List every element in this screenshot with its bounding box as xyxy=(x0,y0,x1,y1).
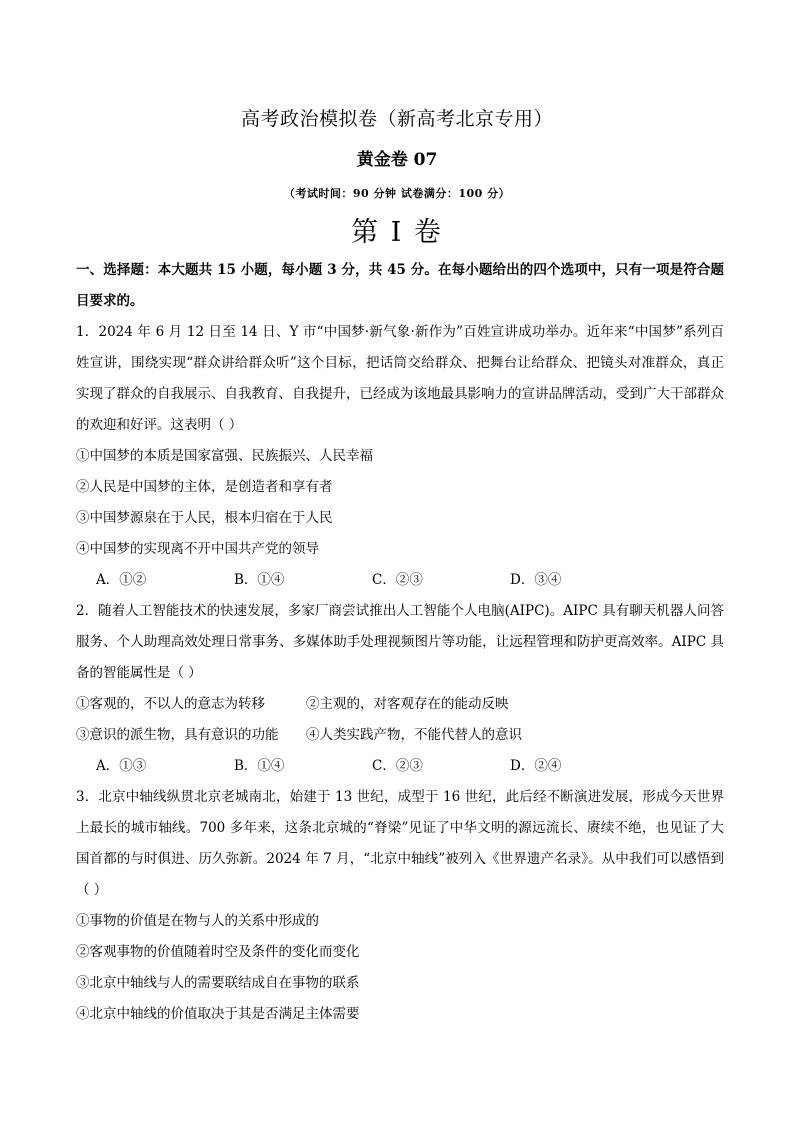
question-3-item-4: ④北京中轴线的价值取决于其是否满足主体需要 xyxy=(76,1006,360,1022)
question-1-item-4: ④中国梦的实现离不开中国共产党的领导 xyxy=(76,541,319,557)
question-1-stem: 1．2024 年 6 月 12 日至 14 日、Y 市“中国梦·新气象·新作为”百姓宣讲成功举办。近年来“中国梦”系列百姓宣讲，围绕实现“群众讲给群众听”这个目标，把话筒交给群众、把舞台让给群众、把镜头对准群众，真正实现了群众的自我展示、自我教育、自我提升，已经成为该地最具影响力的宣讲品牌活动，受到广大干部群众的欢迎和好评。这表明（ ） xyxy=(76,324,724,433)
question-2-options xyxy=(76,751,724,782)
question-3-stem: 3．北京中轴线纵贯北京老城南北，始建于 13 世纪，成型于 16 世纪，此后经不断演进发展，形成今天世界上最长的城市轴线。700 多年来，这条北京城的“脊梁”见证了中华文明的源远流长、赓续不绝，也见证了大国首都的与时俱进、历久弥新。2024 年 7 月，“北京中轴线”被列入《世界遗产名录》。从中我们可以感悟到（ ） xyxy=(76,789,724,898)
question-1-option-b[interactable]: B．①④ xyxy=(234,572,285,588)
question-2-items-row-1 xyxy=(76,689,724,720)
question-1-option-a[interactable]: A．①② xyxy=(96,572,147,588)
question-1-option-c[interactable]: C．②③ xyxy=(372,572,423,588)
question-1-item-1: ①中国梦的本质是国家富强、民族振兴、人民幸福 xyxy=(76,448,373,464)
question-2-option-d[interactable]: D．②④ xyxy=(510,758,562,774)
question-1-item-3: ③中国梦源泉在于人民，根本归宿在于人民 xyxy=(76,510,333,526)
volume-heading: 第 I 卷 xyxy=(351,217,443,248)
question-3-item-2: ②客观事物的价值随着时空及条件的变化而变化 xyxy=(76,944,360,960)
question-1-option-d[interactable]: D．③④ xyxy=(510,572,562,588)
question-2-option-a[interactable]: A．①③ xyxy=(96,758,147,774)
exam-title: 高考政治模拟卷（新高考北京专用） xyxy=(240,108,553,130)
question-2-item-4: ④人类实践产物，不能代替人的意识 xyxy=(306,727,522,743)
question-2-item-1: ①客观的，不以人的意志为转移 xyxy=(76,696,265,712)
question-1-item-2: ②人民是中国梦的主体，是创造者和享有者 xyxy=(76,479,333,495)
exam-content xyxy=(76,255,724,1030)
question-3-item-3: ③北京中轴线与人的需要联结成自在事物的联系 xyxy=(76,975,360,991)
section-heading: 一、选择题：本大题共 15 小题，每小题 3 分，共 45 分。在每小题给出的四个选项中，只有一项是符合题目要求的。 xyxy=(76,262,724,309)
question-1-options xyxy=(76,565,724,596)
question-3-item-1: ①事物的价值是在物与人的关系中形成的 xyxy=(76,913,319,929)
question-2-items-row-2 xyxy=(76,720,724,751)
question-2-item-2: ②主观的，对客观存在的能动反映 xyxy=(306,696,509,712)
exam-subtitle: 黄金卷 07 xyxy=(356,150,438,170)
question-2-item-3: ③意识的派生物，具有意识的功能 xyxy=(76,727,279,743)
question-2-option-c[interactable]: C．②③ xyxy=(372,758,423,774)
question-2-option-b[interactable]: B．①④ xyxy=(234,758,285,774)
exam-info: （考试时间：90 分钟 试卷满分：100 分） xyxy=(283,187,511,200)
question-2-stem: 2．随着人工智能技术的快速发展，多家厂商尝试推出人工智能个人电脑(AIPC)。AIPC 具有聊天机器人问答服务、个人助理高效处理日常事务、多媒体助手处理视频图片等功能，让远程管理和防护更高效率。AIPC 具备的智能属性是（ ） xyxy=(76,603,724,681)
